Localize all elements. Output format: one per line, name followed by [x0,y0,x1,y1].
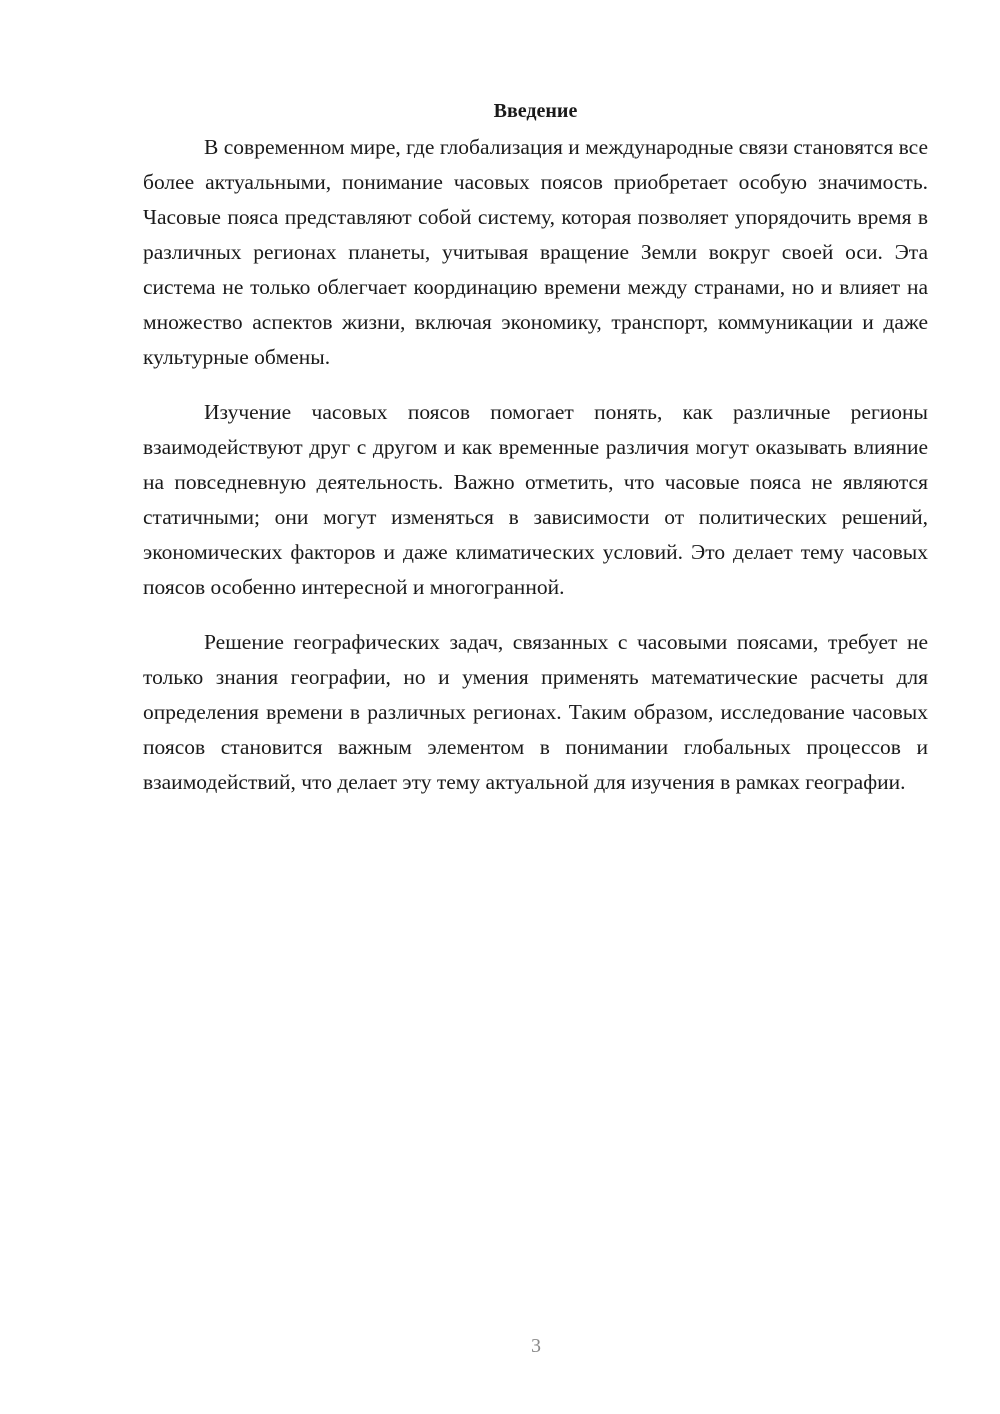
paragraph-2: Изучение часовых поясов помогает понять, как различные регионы взаимодействуют друг с другом и как временные различия могут оказывать влияние на повседневную деятельность. Важно отметить, что часовые пояса не являются статичными; они могут изменяться в зависимости от политических решений, экономических факторов и даже климатических условий. Это делает тему часовых поясов особенно интересной и многогранной. [143,400,928,599]
page-content [143,96,928,820]
section-heading: Введение [493,100,578,122]
paragraph-1: В современном мире, где глобализация и международные связи становятся все более актуальными, понимание часовых поясов приобретает особую значимость. Часовые пояса представляют собой систему, которая позволяет упорядочить время в различных регионах планеты, учитывая вращение Земли вокруг своей оси. Эта система не только облегчает координацию времени между странами, но и влияет на множество аспектов жизни, включая экономику, транспорт, коммуникации и даже культурные обмены. [143,135,928,369]
paragraph-3: Решение географических задач, связанных с часовыми поясами, требует не только знания географии, но и умения применять математические расчеты для определения времени в различных регионах. Таким образом, исследование часовых поясов становится важным элементом в понимании глобальных процессов и взаимодействий, что делает эту тему актуальной для изучения в рамках географии. [143,630,928,794]
page-number: 3 [531,1335,541,1357]
